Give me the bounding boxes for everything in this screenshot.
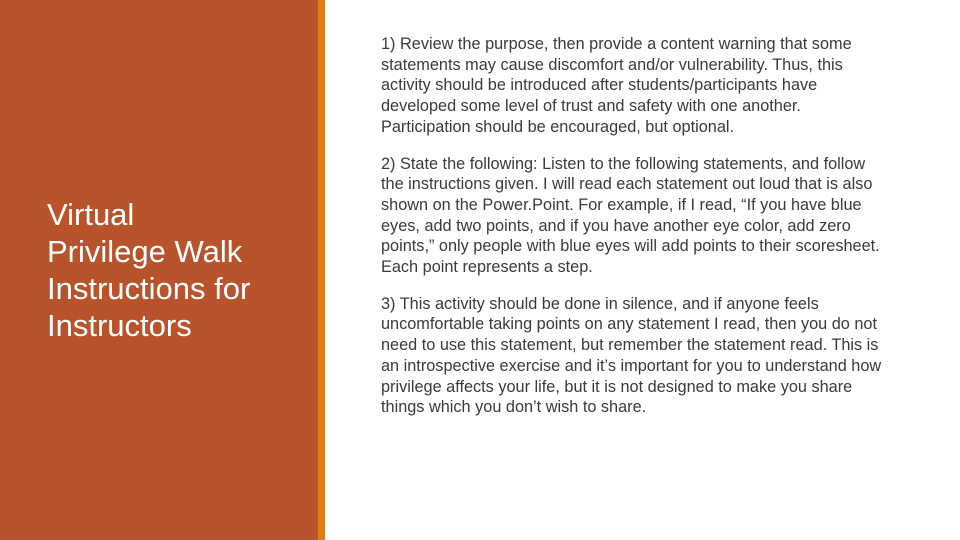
instruction-paragraph-3: 3) This activity should be done in silence, and if anyone feels uncomfortable taking points on any statement I read, then you do not need to use this statement, but remember the statement read. This is an introspective exercise and it’s important for you to understand how privilege affects your life, but it is not designed to make you share things which you don’t wish to share. (381, 294, 882, 417)
instruction-paragraph-2: 2) State the following: Listen to the following statements, and follow the instructions given. I will read each statement out loud that is also shown on the Power.Point. For example, if I read, “If you have blue eyes, add two points, and if you have another eye color, add zero points,” only people with blue eyes will add points to their scoresheet. Each point represents a step. (381, 154, 880, 277)
title-panel (0, 0, 318, 540)
instructions-body (381, 34, 891, 418)
slide-title: Virtual Privilege Walk Instructions for Instructors (47, 197, 251, 343)
instruction-paragraph-1: 1) Review the purpose, then provide a content warning that some statements may cause discomfort and/or vulnerability. Thus, this activity should be introduced after students/participants have developed some level of trust and safety with one another. Participation should be encouraged, but optional. (381, 35, 852, 136)
accent-bar (318, 0, 325, 540)
